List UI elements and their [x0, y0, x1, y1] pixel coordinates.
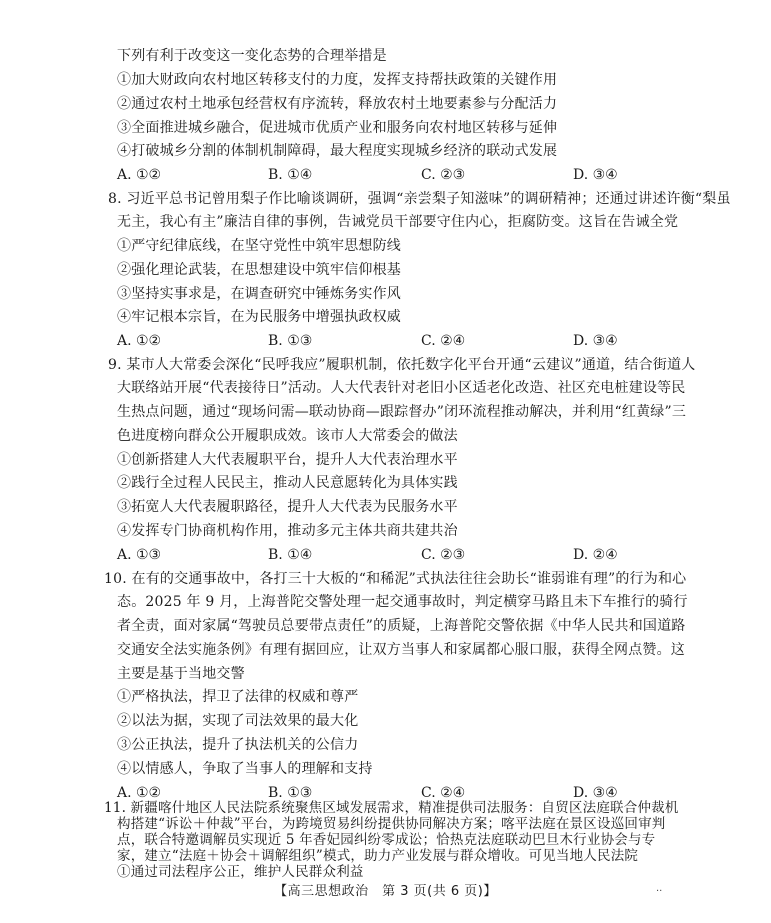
- q10-stem-line-4: 交通安全法实施条例》有理有据回应，让双方当事人和家属都心服口服，获得全网点赞。这: [117, 642, 685, 658]
- q7-stem: 下列有利于改变这一变化态势的合理举措是: [117, 48, 387, 64]
- q8-option-b: B. ①③: [268, 333, 313, 349]
- q10-stem-line-5: 主要是基于当地交警: [117, 666, 245, 682]
- q9-item-1: ①创新搭建人大代表履职平台，提升人大代表治理水平: [117, 452, 458, 468]
- q9-stem-line-1: 9. 某市人大常委会深化“民呼我应”履职机制，依托数字化平台开通“云建议”通道，结合街道人: [108, 357, 696, 373]
- page-footer: 【高三思想政治 第 3 页(共 6 页)】: [274, 884, 497, 899]
- q8-item-3: ③坚持实事求是，在调查研究中锤炼务实作风: [117, 286, 401, 302]
- q10-item-2: ②以法为据，实现了司法效果的最大化: [117, 713, 359, 729]
- q11-stem-line-3: 点，联合特邀调解员实现近 5 年香妃园纠纷零成讼；恰热克法庭联动巴旦木行业协会与专: [117, 832, 656, 848]
- q10-option-b: B. ①③: [268, 785, 313, 801]
- q11-stem-line-1: 11. 新疆喀什地区人民法院系统聚焦区域发展需求，精准提供司法服务：自贸区法庭联合仲裁机: [104, 800, 679, 816]
- q8-option-c: C. ②④: [421, 333, 466, 349]
- q10-stem-line-3: 者全责，面对家属“驾驶员总要带点责任”的质疑，上海普陀交警依据《中华人民共和国道路: [117, 618, 686, 634]
- q10-option-a: A. ①②: [117, 785, 162, 801]
- q10-stem-line-2: 态。2025 年 9 月，上海普陀交警处理一起交通事故时，判定横穿马路且未下车推行的骑行: [117, 594, 688, 610]
- q9-option-d: D. ②④: [573, 547, 618, 563]
- q9-stem-line-3: 生热点问题，通过“现场问需—联动协商—跟踪督办”闭环流程推动解决，并利用“红黄绿”三: [117, 404, 687, 420]
- q7-item-3: ③全面推进城乡融合，促进城市优质产业和服务向农村地区转移与延伸: [117, 120, 558, 136]
- q7-option-a: A. ①②: [117, 167, 162, 183]
- q11-stem-line-4: 家，建立“法庭＋协会＋调解组织”模式，助力产业发展与群众增收。可见当地人民法院: [117, 848, 639, 864]
- q7-option-b: B. ①④: [268, 167, 313, 183]
- q8-item-2: ②强化理论武装，在思想建设中筑牢信仰根基: [117, 262, 401, 278]
- q10-item-4: ④以情感人，争取了当事人的理解和支持: [117, 761, 373, 777]
- q10-stem-line-1: 10. 在有的交通事故中，各打三十大板的“和稀泥”式执法往往会助长“谁弱谁有理”的行为和心: [104, 571, 687, 587]
- q11-item-1: ①通过司法程序公正，维护人民群众利益: [117, 864, 364, 880]
- q8-item-4: ④牢记根本宗旨，在为民服务中增强执政权威: [117, 309, 401, 325]
- q7-option-c: C. ②③: [421, 167, 466, 183]
- corner-mark: ..: [656, 883, 663, 894]
- q9-option-a: A. ①③: [117, 547, 162, 563]
- q9-item-2: ②践行全过程人民民主，推动人民意愿转化为具体实践: [117, 475, 458, 491]
- q7-item-2: ②通过农村土地承包经营权有序流转，释放农村土地要素参与分配活力: [117, 96, 558, 112]
- q10-item-3: ③公正执法，提升了执法机关的公信力: [117, 737, 359, 753]
- q7-item-1: ①加大财政向农村地区转移支付的力度，发挥支持帮扶政策的关键作用: [117, 72, 558, 88]
- q8-option-d: D. ③④: [573, 333, 618, 349]
- q8-stem-line-1: 8. 习近平总书记曾用梨子作比喻谈调研，强调“亲尝梨子知滋味”的调研精神；还通过讲述许衡“梨虽: [108, 191, 731, 207]
- q10-option-d: D. ③④: [573, 785, 618, 801]
- q9-item-3: ③拓宽人大代表履职路径，提升人大代表为民服务水平: [117, 499, 458, 515]
- q9-option-c: C. ②③: [421, 547, 466, 563]
- q7-item-4: ④打破城乡分割的体制机制障碍，最大程度实现城乡经济的联动式发展: [117, 143, 558, 159]
- q7-option-d: D. ③④: [573, 167, 618, 183]
- q10-item-1: ①严格执法，捍卫了法律的权威和尊严: [117, 689, 359, 705]
- q9-option-b: B. ①④: [268, 547, 313, 563]
- q9-stem-line-2: 大联络站开展“代表接待日”活动。人大代表针对老旧小区适老化改造、社区充电桩建设等民: [117, 380, 686, 396]
- q8-item-1: ①严守纪律底线，在坚守党性中筑牢思想防线: [117, 238, 401, 254]
- q11-stem-line-2: 构搭建“诉讼＋仲裁”平台，为跨境贸易纠纷提供协同解决方案；喀平法庭在景区设巡回审判: [117, 816, 666, 832]
- q10-option-c: C. ②④: [421, 785, 466, 801]
- q9-stem-line-4: 色进度榜向群众公开履职成效。该市人大常委会的做法: [117, 428, 458, 444]
- q8-stem-line-2: 无主，我心有主”廉洁自律的事例，告诫党员干部要守住内心，拒腐防变。这旨在告诫全党: [117, 214, 679, 230]
- q9-item-4: ④发挥专门协商机构作用，推动多元主体共商共建共治: [117, 523, 458, 539]
- q8-option-a: A. ①②: [117, 333, 162, 349]
